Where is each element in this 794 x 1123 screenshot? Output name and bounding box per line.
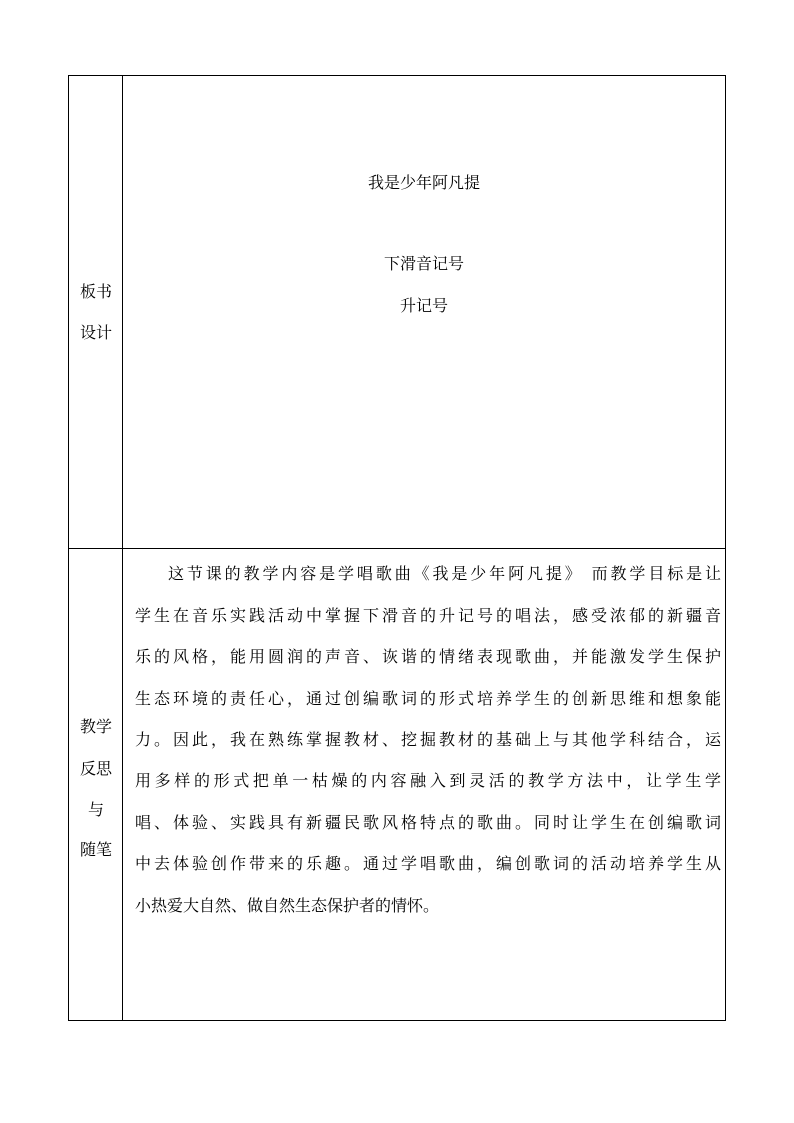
board-design-label-line-2: 设计: [79, 323, 112, 342]
reflection-paragraph-line: 乐的风格，能用圆润的声音、诙谐的情绪表现歌曲，并能激发学生保护: [135, 647, 721, 666]
reflection-label-line-2: 反思: [79, 759, 112, 778]
reflection-paragraph-line: 力。因此，我在熟练掌握教材、挖掘教材的基础上与其他学科结合，运: [135, 730, 721, 749]
board-design-row: [69, 76, 725, 549]
lesson-plan-table: [68, 75, 726, 1021]
reflection-paragraph-line: 用多样的形式把单一枯燥的内容融入到灵活的教学方法中，让学生学: [135, 771, 721, 790]
board-item-sharp-mark: 升记号: [399, 296, 448, 315]
board-title: 我是少年阿凡提: [367, 173, 480, 192]
reflection-paragraph-line: 生态环境的责任心，通过创编歌词的形式培养学生的创新思维和想象能: [135, 689, 721, 708]
board-design-label-line-1: 板书: [79, 282, 112, 301]
teaching-reflection-row: [69, 549, 725, 1020]
reflection-label-line-4: 随笔: [79, 840, 112, 859]
teaching-reflection-content-cell: [123, 549, 725, 1020]
board-item-glide-mark: 下滑音记号: [383, 254, 464, 273]
board-design-content-cell: [123, 76, 725, 548]
reflection-paragraph-line: 这节课的教学内容是学唱歌曲《我是少年阿凡提》 而教学目标是让: [168, 564, 721, 583]
reflection-paragraph-line: 中去体验创作带来的乐趣。通过学唱歌曲，编创歌词的活动培养学生从: [135, 854, 721, 873]
reflection-paragraph-line: 小热爱大自然、做自然生态保护者的情怀。: [135, 896, 440, 915]
reflection-paragraph-line: 唱、体验、实践具有新疆民歌风格特点的歌曲。同时让学生在创编歌词: [135, 813, 721, 832]
reflection-paragraph-line: 学生在音乐实践活动中掌握下滑音的升记号的唱法，感受浓郁的新疆音: [135, 606, 721, 625]
reflection-label-line-1: 教学: [79, 717, 112, 736]
board-design-label-cell: [69, 76, 123, 548]
teaching-reflection-label-cell: [69, 549, 123, 1020]
reflection-label-line-3: 与: [87, 800, 104, 819]
